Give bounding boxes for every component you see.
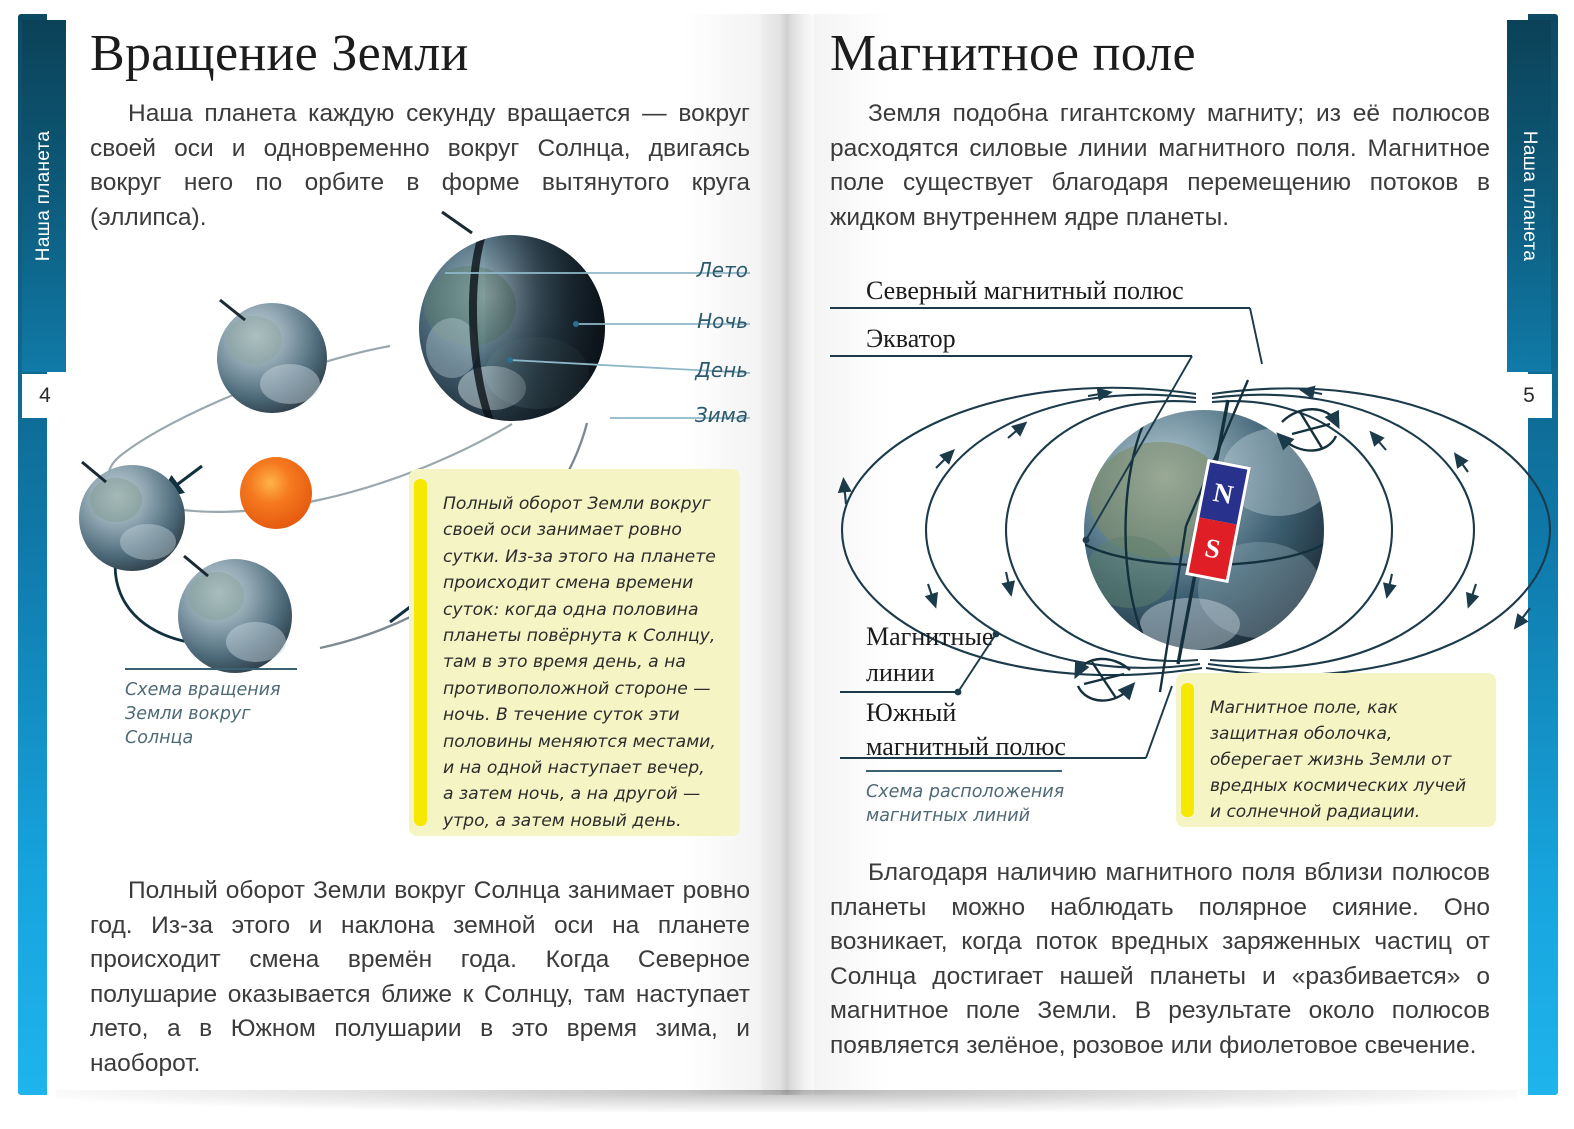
caption-rule-left bbox=[125, 668, 297, 670]
page-number-right: 5 bbox=[1506, 374, 1552, 418]
earth-large bbox=[419, 212, 605, 421]
page-edge-notch-left bbox=[47, 418, 87, 568]
section-tab-right-label: Наша планета bbox=[1519, 130, 1540, 262]
right-caption-text: Схема расположения магнитных линий bbox=[866, 782, 1065, 826]
diagram-label-night: Ночь bbox=[697, 309, 748, 333]
left-figure-caption bbox=[125, 668, 300, 750]
earth-small-left bbox=[79, 462, 185, 571]
left-page-callout-box bbox=[409, 469, 740, 836]
label-magnetic-lines-2: линии bbox=[866, 658, 935, 687]
diagram-label-summer: Лето bbox=[696, 258, 748, 282]
diagram-label-winter: Зима bbox=[694, 403, 748, 427]
section-tab-left-label: Наша планета bbox=[33, 130, 54, 262]
earth-small-bottom bbox=[178, 556, 292, 673]
label-south-pole-2: магнитный полюс bbox=[866, 732, 1066, 761]
label-north-magnetic-pole: Северный магнитный полюс bbox=[866, 276, 1184, 305]
left-page-intro-paragraph: Наша планета каждую секунду вращается — вокруг своей оси и одновременно вокруг Солнца, двигаясь вокруг него по орбите в форме вытянутого круга (эллипса). bbox=[90, 100, 750, 231]
callout-accent-strip-right bbox=[1181, 683, 1194, 817]
right-callout-text: Магнитное поле, как защитная оболочка, оберегает жизнь Земли от вредных космических лучей и солнечной радиации. bbox=[1210, 698, 1467, 822]
left-page-content bbox=[90, 24, 750, 235]
right-page-content bbox=[830, 24, 1490, 235]
right-page-closing-block bbox=[830, 856, 1490, 1063]
book-drop-shadow bbox=[56, 1090, 1518, 1112]
section-tab-left[interactable] bbox=[22, 20, 66, 372]
right-page-title: Магнитное поле bbox=[830, 25, 1196, 82]
left-page-title: Вращение Земли bbox=[90, 25, 469, 82]
book-gutter bbox=[762, 14, 814, 1095]
right-page-intro-paragraph: Земля подобна гигантскому магниту; из её полюсов расходятся силовые линии магнитного поля. Магнитное поле существует благодаря перемещению потоков в жидком внутреннем ядре планеты. bbox=[830, 100, 1490, 231]
label-equator: Экватор bbox=[866, 324, 956, 353]
magnet-south-pole: S bbox=[1189, 517, 1237, 579]
left-page-closing-paragraph: Полный оборот Земли вокруг Солнца занимает ровно год. Из-за этого и наклона земной оси на планете происходит смена времён года. Когда Северное полушарие оказывается ближе к Солнцу, там наступает лето, а в Южном полушарии в это время зима, и наоборот. bbox=[90, 877, 750, 1077]
label-south-pole-1: Южный bbox=[866, 698, 957, 727]
magnet-north-pole: N bbox=[1199, 462, 1247, 524]
left-page-closing-block bbox=[90, 874, 750, 1081]
callout-accent-strip-left bbox=[414, 479, 427, 826]
left-callout-text: Полный оборот Земли вокруг своей оси занимает ровно сутки. Из-за этого на планете происходит смена времени суток: когда одна половина планеты повёрнута к Солнцу, там в это время день, а на противоположной стороне — ночь. В течение суток эти половины меняются местами, и на одной наступает вечер, а затем ночь, а на другой — утро, а затем новый день. bbox=[443, 494, 716, 831]
caption-rule-right bbox=[866, 770, 1062, 772]
label-magnetic-lines-1: Магнитные bbox=[866, 622, 994, 651]
section-tab-right[interactable] bbox=[1507, 20, 1551, 372]
diagram-label-day: День bbox=[695, 358, 748, 382]
earth-small-top bbox=[217, 300, 327, 413]
sun-body bbox=[240, 457, 312, 529]
right-figure-caption bbox=[866, 770, 1076, 828]
right-page-callout-box bbox=[1176, 673, 1496, 827]
page-number-left: 4 bbox=[22, 374, 68, 418]
left-caption-text: Схема вращения Земли вокруг Солнца bbox=[125, 680, 281, 748]
right-page-closing-paragraph: Благодаря наличию магнитного поля вблизи полюсов планеты можно наблюдать полярное сияние. Оно возникает, когда поток вредных заряженных частиц от Солнца достигает нашей планеты и «разбивается» о магнитное поле Земли. В результате около полюсов появляется зелёное, розовое или фиолетовое свечение. bbox=[830, 859, 1490, 1059]
